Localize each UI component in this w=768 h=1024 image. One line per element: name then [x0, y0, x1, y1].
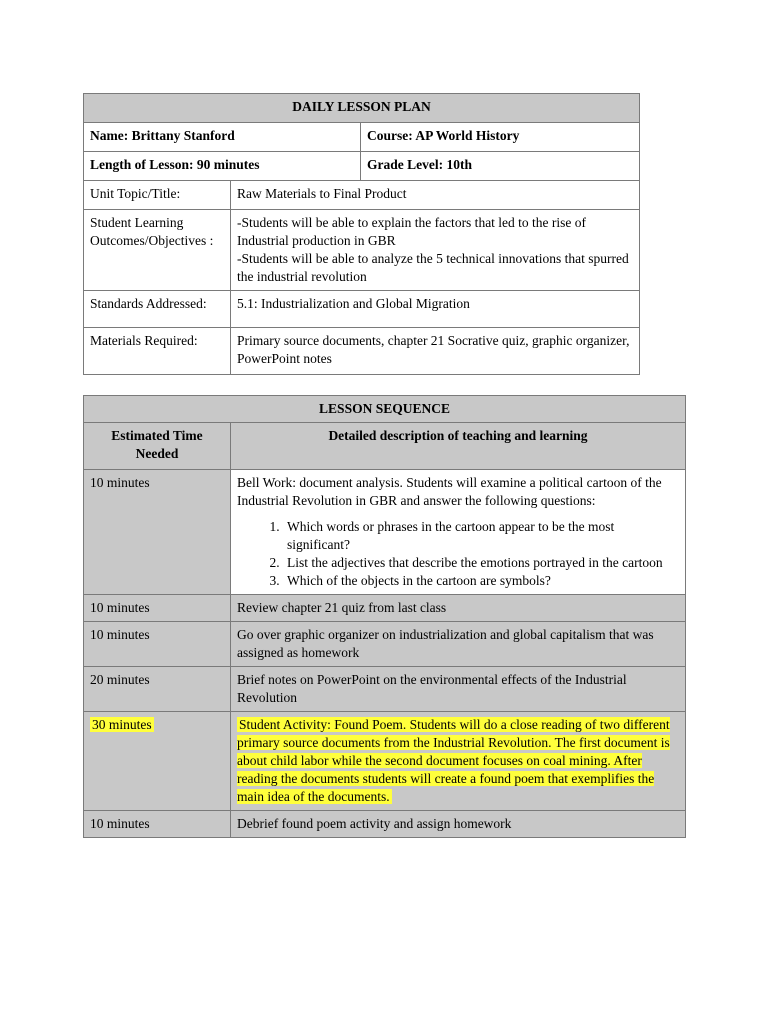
table-row [84, 811, 686, 838]
row-description [231, 712, 686, 811]
lesson-length: Length of Lesson: 90 minutes [84, 152, 361, 181]
row-time: 10 minutes [84, 595, 231, 622]
question-list [237, 518, 679, 590]
table-row [84, 667, 686, 712]
row-description: Debrief found poem activity and assign homework [231, 811, 686, 838]
lesson-plan-table [83, 93, 640, 375]
description-column-header: Detailed description of teaching and learning [231, 423, 686, 470]
list-item: 1. Which words or phrases in the cartoon appear to be the most significant? [283, 518, 679, 554]
bell-work-text: Bell Work: document analysis. Students will examine a political cartoon of the Industrial Revolution in GBR and answer the following questions: [237, 475, 662, 508]
highlighted-time: 30 minutes [92, 717, 152, 732]
unit-topic-value: Raw Materials to Final Product [231, 181, 640, 210]
objectives-label: Student Learning Outcomes/Objectives : [84, 210, 231, 291]
row-time: 10 minutes [84, 622, 231, 667]
course: Course: AP World History [361, 123, 640, 152]
highlighted-description: Student Activity: Found Poem. Students will do a close reading of two different primary source documents from the Industrial Revolution. The first document is about child labor while the second document focuses on coal mining. After reading the documents students will create a found poem that exemplifies the main idea of the documents. [237, 717, 670, 804]
row-description: Brief notes on PowerPoint on the environmental effects of the Industrial Revolution [231, 667, 686, 712]
table-row [84, 595, 686, 622]
grade-level: Grade Level: 10th [361, 152, 640, 181]
teacher-name: Name: Brittany Stanford [84, 123, 361, 152]
materials-label: Materials Required: [84, 328, 231, 375]
row-description: Go over graphic organizer on industrialization and global capitalism that was assigned as homework [231, 622, 686, 667]
objectives-value: -Students will be able to explain the factors that led to the rise of Industrial production in GBR -Students will be able to analyze the 5 technical innovations that spurred the industrial revolution [231, 210, 640, 291]
table-row [84, 470, 686, 595]
row-description: Review chapter 21 quiz from last class [231, 595, 686, 622]
row-time: 10 minutes [84, 470, 231, 595]
row-time: 20 minutes [84, 667, 231, 712]
list-item: 3. Which of the objects in the cartoon are symbols? [283, 572, 679, 590]
row-time [84, 712, 231, 811]
table-row [84, 622, 686, 667]
standards-label: Standards Addressed: [84, 291, 231, 328]
list-item: 2. List the adjectives that describe the emotions portrayed in the cartoon [283, 554, 679, 572]
lesson-sequence-table [83, 395, 686, 838]
standards-value: 5.1: Industrialization and Global Migration [231, 291, 640, 328]
materials-value: Primary source documents, chapter 21 Socrative quiz, graphic organizer, PowerPoint notes [231, 328, 640, 375]
row-description [231, 470, 686, 595]
time-column-header: Estimated Time Needed [84, 423, 231, 470]
sequence-title: LESSON SEQUENCE [84, 396, 686, 423]
table-row [84, 712, 686, 811]
unit-topic-label: Unit Topic/Title: [84, 181, 231, 210]
row-time: 10 minutes [84, 811, 231, 838]
plan-title: DAILY LESSON PLAN [84, 94, 640, 123]
